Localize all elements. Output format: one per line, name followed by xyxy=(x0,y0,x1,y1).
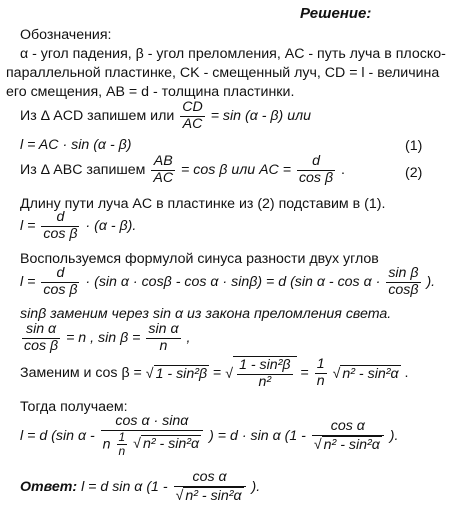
text: = sin (α - β) или xyxy=(210,107,311,124)
fraction: $\frac{\text{sin β}}{\cos\beta}$ xyxy=(388,265,419,298)
text: = cos β или AC = xyxy=(181,161,291,178)
text: Заменим и cos β = xyxy=(20,364,142,381)
notation-title: Обозначения: xyxy=(20,27,112,43)
fraction: $\frac{1}{n}$ xyxy=(316,356,325,389)
notation-line: его смещения, AB = d - толщина пластинки. xyxy=(6,84,295,100)
equation-number: (1) xyxy=(405,138,423,154)
fraction: $\frac{CD}{AC}$ xyxy=(182,99,203,132)
step5-text: sinβ заменим через sin α из закона преломления света. xyxy=(20,306,392,322)
answer-label: Ответ: xyxy=(20,478,78,495)
step1-line xyxy=(20,100,311,132)
notation-line: параллельной пластинке, CK - смещенный луч, CD = l - величина xyxy=(6,65,440,81)
step7-text: Тогда получаем: xyxy=(20,399,128,415)
step4-equation: l = $\frac{d}{\text{cos β}}$ · (sin α · cosβ - cos α · sinβ) = d (sin α - cos α · $\frac{\text{sin β}}{\cos\beta}$ ). xyxy=(20,265,436,298)
fraction: $\frac{\text{cos α}}{\text{√ n² - sin²α}}$ xyxy=(312,419,384,453)
equation-number: (2) xyxy=(405,165,423,181)
step3-text: Длину пути луча AC в пластинке из (2) подставим в (1). xyxy=(20,196,386,212)
square-root: √ n² - sin²α xyxy=(332,365,399,382)
fraction: $\frac{AB}{AC}$ xyxy=(153,153,174,186)
fraction: $\frac{\text{sin α}}{\text{cos β}}$ xyxy=(24,321,59,354)
fraction: $\frac{d}{\text{cos β}}$ xyxy=(43,265,78,298)
step4-text: Воспользуемся формулой синуса разности двух углов xyxy=(20,251,379,267)
answer: Ответ: l = d sin α (1 - $\frac{\text{cos α}}{\text{√ n² - sin²α}}$ ). xyxy=(20,469,261,504)
step6-equation: Заменим и cos β = √ 1 - sin²β = √ $\frac{\text{1 - sin²β}}{\text{n²}}$ = $\frac{1}{n}$ √ n² - sin²α . xyxy=(20,356,409,390)
equation-1: l = AC · sin (α - β) xyxy=(20,137,132,153)
step2-line xyxy=(20,154,345,186)
fraction: $\frac{\text{cos α}}{\text{√ n² - sin²α}}$ xyxy=(174,470,246,504)
square-root: √ 1 - sin²β xyxy=(145,365,208,382)
solution-heading: Решение: xyxy=(300,5,372,22)
text: Из Δ ABC запишем xyxy=(20,161,146,178)
fraction: $\frac{d}{\text{cos β}}$ xyxy=(298,153,334,186)
square-root: √ $\frac{\text{1 - sin²β}}{\text{n²}}$ xyxy=(225,356,296,390)
step5-equation: $\frac{\text{sin α}}{\text{cos β}}$ = n , sin β = $\frac{\text{sin α}}{n}$ , xyxy=(24,321,191,354)
fraction: cos α · sinα n $\frac{1}{n}$ √ n² - sin²α xyxy=(101,414,203,458)
text: . xyxy=(341,161,345,178)
text: Из Δ ACD запишем или xyxy=(20,107,175,124)
fraction: $\frac{d}{\text{cos β}}$ xyxy=(43,209,78,242)
fraction: $\frac{\text{sin α}}{n}$ xyxy=(148,321,179,354)
notation-line: α - угол падения, β - угол преломления, AC - путь луча в плоско- xyxy=(20,46,446,62)
step3-equation: l = $\frac{d}{\text{cos β}}$ · (α - β). xyxy=(20,209,137,242)
step7-equation: l = d (sin α - cos α · sinα n $\frac{1}{n}$ √ n² - sin²α ) = d · sin α (1 - $\frac{\text{cos α}}{\text{√ n² - sin²α}}$ ). xyxy=(20,413,399,458)
